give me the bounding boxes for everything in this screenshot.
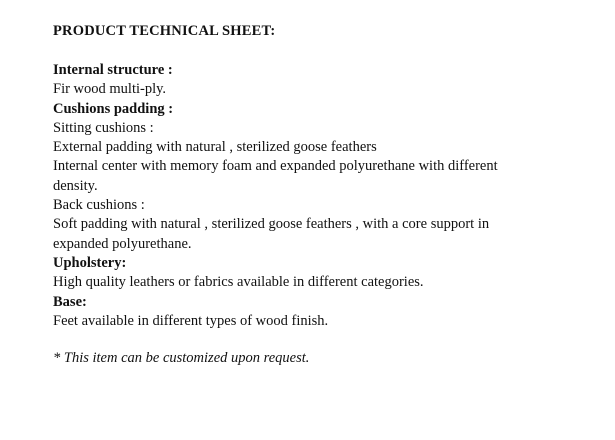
technical-sheet bbox=[53, 22, 598, 368]
sheet-title: PRODUCT TECHNICAL SHEET: bbox=[53, 23, 276, 39]
section-heading: Cushions padding : bbox=[53, 100, 174, 117]
section-text: Back cushions : bbox=[53, 197, 145, 214]
section-text: High quality leathers or fabrics available in different categories. bbox=[53, 274, 424, 291]
section-text: Soft padding with natural , sterilized goose feathers , with a core support in bbox=[53, 216, 490, 233]
section-heading: Upholstery: bbox=[53, 254, 127, 271]
section-text: Feet available in different types of wood finish. bbox=[53, 312, 329, 329]
section-text: External padding with natural , sterilized goose feathers bbox=[53, 139, 377, 156]
customization-note: * This item can be customized upon request. bbox=[53, 350, 310, 367]
sheet-lines bbox=[53, 61, 598, 331]
section-heading: Internal structure : bbox=[53, 62, 173, 78]
section-text: expanded polyurethane. bbox=[53, 235, 192, 252]
section-heading: Base: bbox=[53, 293, 87, 310]
section-text: density. bbox=[53, 177, 98, 194]
section-text: Sitting cushions : bbox=[53, 119, 154, 136]
section-text: Internal center with memory foam and expanded polyurethane with different bbox=[53, 158, 498, 175]
section-text: Fir wood multi-ply. bbox=[53, 81, 167, 98]
